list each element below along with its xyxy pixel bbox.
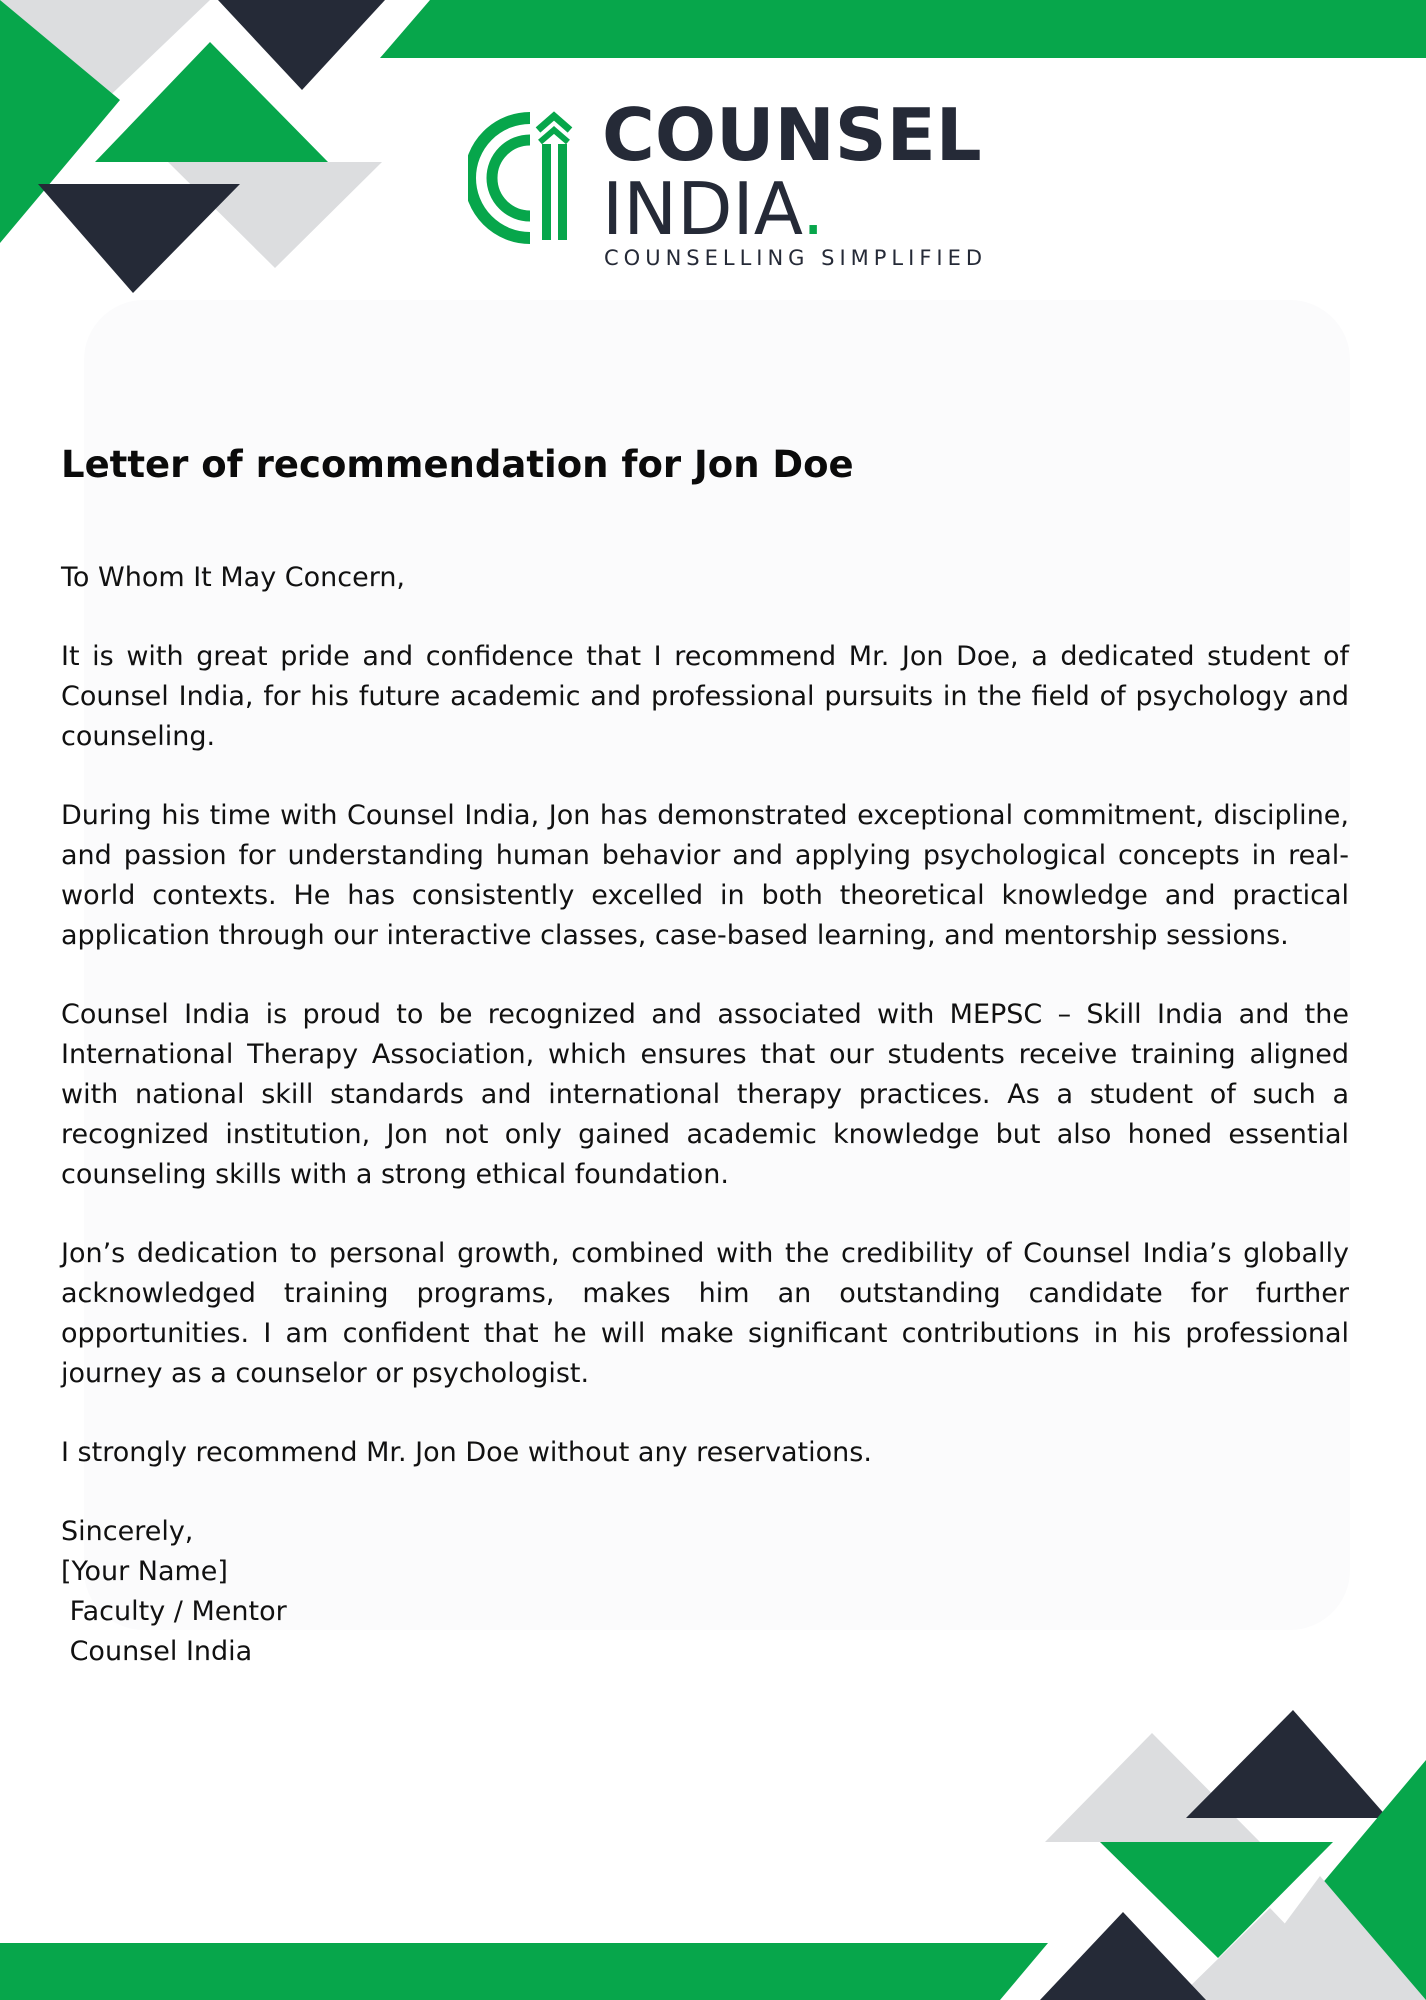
brand-name-line2: INDIA. [602,167,825,251]
footer-decoration [0,1700,1426,2000]
signer-organization: Counsel India [61,1636,253,1667]
brand-name [602,93,982,251]
brand-dot: . [801,167,825,251]
signature-block [61,1512,1349,1672]
paragraph-2: During his time with Counsel India, Jon has demonstrated exceptional commitment, discipline, and passion for understanding human behavior and applying psychological concepts in real-world contexts. He has consistently excelled in both theoretical knowledge and practical application through our interactive classes, case-based learning, and mentorship sessions. [61,800,1349,951]
closing: Sincerely, [61,1516,194,1547]
brand-logo [468,93,988,284]
paragraph-3: Counsel India is proud to be recognized and associated with MEPSC – Skill India and the International Therapy Association, which ensures that our students receive training aligned with national skill standards and international therapy practices. As a student of such a recognized institution, Jon not only gained academic knowledge but also honed essential counseling skills with a strong ethical foundation. [61,999,1349,1190]
letter-title: Letter of recommendation for Jon Doe [61,443,854,486]
signer-name: [Your Name] [61,1556,228,1587]
paragraph-1: It is with great pride and confidence that I recommend Mr. Jon Doe, a dedicated student of Counsel India, for his future academic and professional pursuits in the field of psychology and counseling. [61,641,1349,752]
paragraph-4: Jon’s dedication to personal growth, combined with the credibility of Counsel India’s globally acknowledged training programs, makes him an outstanding candidate for further opportunities. I am confident that he will make significant contributions in his professional journey as a counselor or psychologist. [61,1238,1349,1389]
brand-tagline: COUNSELLING SIMPLIFIED [604,246,988,270]
ci-arrow-logo-icon [468,110,598,248]
salutation: To Whom It May Concern, [61,562,406,593]
signer-role: Faculty / Mentor [61,1596,287,1627]
brand-name-line1: COUNSEL [602,93,982,177]
paragraph-5: I strongly recommend Mr. Jon Doe without any reservations. [61,1437,872,1468]
letter-body [61,440,1349,1672]
